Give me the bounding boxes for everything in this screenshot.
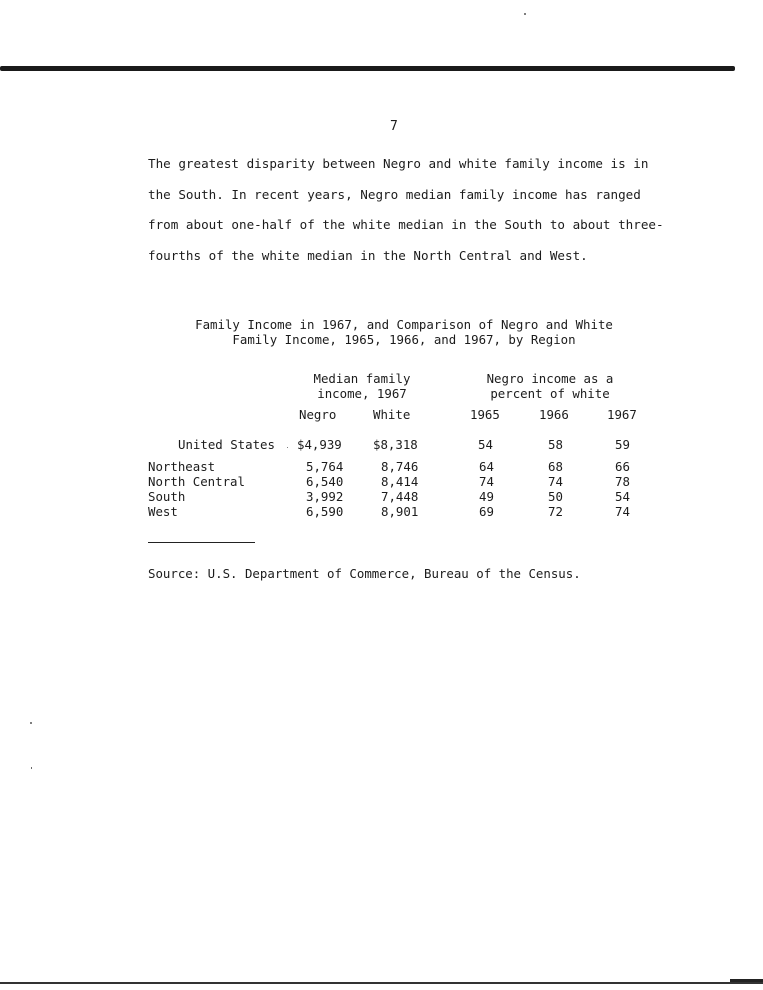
page-number: 7 bbox=[390, 119, 398, 134]
paragraph-line: The greatest disparity between Negro and white family income is in bbox=[148, 156, 649, 171]
table-cell-1965: 54 bbox=[478, 437, 493, 452]
table-cell-1967: 74 bbox=[615, 504, 630, 519]
table-cell-white: 8,901 bbox=[381, 504, 419, 519]
source-note: Source: U.S. Department of Commerce, Bureau of the Census. bbox=[148, 566, 581, 581]
footnote-rule bbox=[148, 542, 255, 543]
table-cell-1965: 69 bbox=[479, 504, 494, 519]
paragraph-line: fourths of the white median in the North Central and West. bbox=[148, 247, 588, 263]
bottom-rule bbox=[0, 982, 763, 984]
column-header-1965: 1965 bbox=[470, 407, 500, 422]
scan-speck bbox=[287, 447, 288, 448]
table-cell-negro: 6,540 bbox=[306, 474, 344, 489]
table-cell-1966: 50 bbox=[548, 489, 563, 504]
table-title bbox=[148, 317, 660, 347]
column-header-white: White bbox=[373, 407, 411, 422]
table-cell-1965: 49 bbox=[479, 489, 494, 504]
table-title-line: Family Income, 1965, 1966, and 1967, by Region bbox=[232, 332, 576, 347]
table-row-label: United States bbox=[178, 437, 275, 452]
scan-speck bbox=[524, 13, 526, 15]
table-row-label: North Central bbox=[148, 474, 245, 489]
table-row-label: Northeast bbox=[148, 459, 216, 474]
table-row-label: West bbox=[148, 504, 178, 519]
scan-speck bbox=[30, 722, 32, 724]
table-cell-negro: 6,590 bbox=[306, 504, 344, 519]
percent-of-white-header: Negro income as a percent of white bbox=[486, 371, 614, 401]
column-header-1966: 1966 bbox=[539, 407, 569, 422]
table-cell-1966: 68 bbox=[548, 459, 563, 474]
table-cell-white: $8,318 bbox=[373, 437, 418, 452]
table-cell-1967: 54 bbox=[615, 489, 630, 504]
table-cell-white: 8,414 bbox=[381, 474, 419, 489]
table-row-label: South bbox=[148, 489, 186, 504]
table-cell-1965: 74 bbox=[479, 474, 494, 489]
table-cell-negro: 3,992 bbox=[306, 489, 344, 504]
bottom-rule-mark bbox=[730, 979, 763, 982]
body-paragraph bbox=[148, 149, 668, 271]
table-cell-1966: 58 bbox=[548, 437, 563, 452]
table-cell-1967: 59 bbox=[615, 437, 630, 452]
table-cell-negro: 5,764 bbox=[306, 459, 344, 474]
table-cell-1966: 72 bbox=[548, 504, 563, 519]
table-cell-white: 8,746 bbox=[381, 459, 419, 474]
table-title-line: Family Income in 1967, and Comparison of Negro and White bbox=[195, 317, 613, 332]
median-income-header: Median family income, 1967 bbox=[313, 371, 411, 401]
scan-speck bbox=[31, 767, 32, 769]
table-cell-negro: $4,939 bbox=[297, 437, 342, 452]
table-cell-1967: 78 bbox=[615, 474, 630, 489]
paragraph-line: the South. In recent years, Negro median family income has ranged bbox=[148, 186, 641, 202]
column-header-1967: 1967 bbox=[607, 407, 637, 422]
table-cell-1966: 74 bbox=[548, 474, 563, 489]
paragraph-line: from about one-half of the white median in the South to about three- bbox=[148, 217, 664, 232]
table-cell-white: 7,448 bbox=[381, 489, 419, 504]
table-cell-1965: 64 bbox=[479, 459, 494, 474]
column-header-negro: Negro bbox=[299, 407, 337, 422]
table-cell-1967: 66 bbox=[615, 459, 630, 474]
top-rule bbox=[0, 66, 735, 71]
